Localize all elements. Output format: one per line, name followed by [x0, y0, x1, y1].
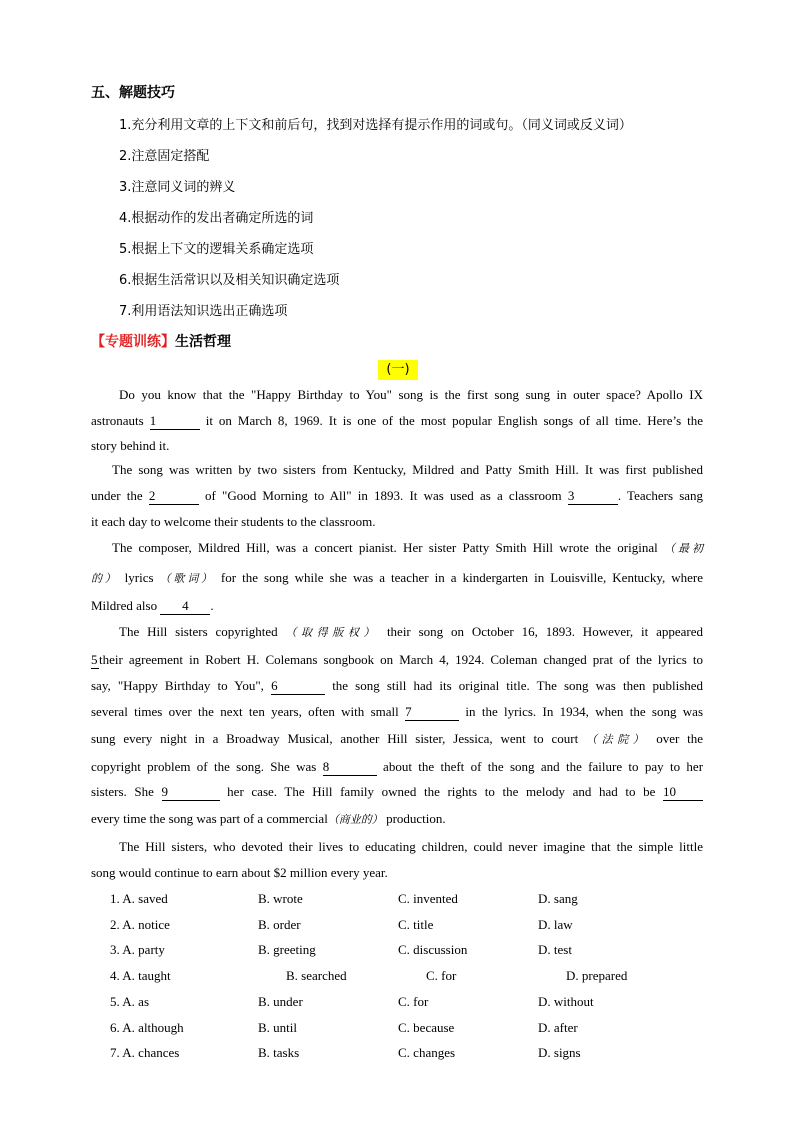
passage-line [91, 413, 703, 430]
option-c[interactable]: C. discussion [398, 942, 468, 957]
option-a[interactable]: 2. A. notice [110, 917, 170, 932]
option-a[interactable]: 1. A. saved [110, 891, 168, 906]
passage-line: The Hill sisters, who devoted their lives to educating children, could never imagine that the simple little [119, 839, 703, 854]
tip-5: 5.根据上下文的逻辑关系确定选项 [119, 242, 314, 257]
text-span: several times over the next ten years, often with small [91, 704, 399, 719]
text-span: their agreement in Robert H. Colemans songbook on March 4, 1924. Coleman changed prat of the lyrics to [99, 652, 703, 667]
text-span: copyright problem of the song. She was [91, 759, 317, 774]
option-d[interactable]: D. after [538, 1020, 578, 1035]
text-span: Mildred also [91, 598, 158, 613]
chinese-gloss: （取得版权） [285, 626, 380, 639]
passage-line [91, 598, 703, 615]
passage-line [112, 540, 703, 556]
option-b[interactable]: B. order [258, 917, 301, 932]
text-span: it on March 8, 1969. It is one of the most popular English songs of all time. Here’s the [205, 413, 704, 428]
option-a[interactable]: 5. A. as [110, 994, 149, 1009]
tip-3: 3.注意同义词的辨义 [119, 180, 236, 195]
option-d[interactable]: D. without [538, 994, 594, 1009]
option-b[interactable]: B. tasks [258, 1045, 300, 1060]
option-d[interactable]: D. law [538, 917, 573, 932]
option-c[interactable]: C. because [398, 1020, 455, 1035]
passage-line: Do you know that the "Happy Birthday to You" song is the first song sung in outer space? Apollo IX [119, 387, 703, 402]
tip-7: 7.利用语法知识选出正确选项 [119, 304, 288, 319]
text-span: the song still had its original title. The song was then published [332, 678, 704, 693]
option-d[interactable]: D. signs [538, 1045, 581, 1060]
option-row-1 [0, 891, 794, 911]
option-row-3 [0, 942, 794, 962]
text-span: for the song while she was a teacher in a kindergarten in Louisville, Kentucky, where [220, 570, 704, 585]
option-b[interactable]: B. greeting [258, 942, 316, 957]
text-span: The composer, Mildred Hill, was a concert pianist. Her sister Patty Smith Hill wrote the original [112, 540, 658, 555]
option-c[interactable]: C. changes [398, 1045, 456, 1060]
passage-line: The song was written by two sisters from Kentucky, Mildred and Patty Smith Hill. It was first published [112, 462, 703, 477]
option-c[interactable]: C. for [426, 968, 457, 983]
option-b[interactable]: B. searched [286, 968, 347, 983]
option-row-7 [0, 1045, 794, 1065]
option-row-2 [0, 917, 794, 937]
option-a[interactable]: 7. A. chances [110, 1045, 180, 1060]
tip-6: 6.根据生活常识以及相关知识确定选项 [119, 273, 340, 288]
text-span: their song on October 16, 1893. However, it appeared [386, 624, 704, 639]
text-span: production. [386, 811, 446, 826]
blank-5[interactable]: 5 [91, 652, 98, 667]
text-span: sisters. She [91, 784, 154, 799]
option-b[interactable]: B. under [258, 994, 303, 1009]
blank-8[interactable]: 8 [323, 759, 377, 776]
chinese-gloss: （法院） [586, 733, 649, 746]
blank-10[interactable]: 10 [663, 784, 703, 801]
option-a[interactable]: 3. A. party [110, 942, 165, 957]
text-span: in the lyrics. In 1934, when the song was [465, 704, 704, 719]
tip-4: 4.根据动作的发出者确定所选的词 [119, 211, 314, 226]
passage-line [91, 570, 703, 586]
option-a[interactable]: 4. A. taught [110, 968, 171, 983]
text-span: The Hill sisters copyrighted [119, 624, 278, 639]
text-span: of "Good Morning to All" in 1893. It was used as a classroom [205, 488, 562, 503]
text-span: under the [91, 488, 143, 503]
option-c[interactable]: C. title [398, 917, 434, 932]
blank-6[interactable]: 6 [271, 678, 325, 695]
chinese-gloss: （歌词） [159, 572, 215, 585]
tip-2: 2.注意固定搭配 [119, 149, 210, 164]
training-tag: 【专题训练】 [91, 334, 175, 350]
passage-line [91, 488, 703, 505]
blank-9[interactable]: 9 [162, 784, 220, 801]
chinese-gloss: 的） [91, 572, 119, 585]
option-c[interactable]: C. invented [398, 891, 458, 906]
text-span: say, "Happy Birthday to You", [91, 678, 264, 693]
text-span: over the [656, 731, 704, 746]
option-d[interactable]: D. test [538, 942, 572, 957]
passage-line [91, 784, 703, 801]
passage-number: (一) [378, 360, 418, 380]
passage-line [91, 704, 703, 721]
passage-line [119, 624, 703, 640]
option-d[interactable]: D. prepared [566, 968, 628, 983]
tip-1: 1.充分利用文章的上下文和前后句，找到对选择有提示作用的词或句。（同义词或反义词） [119, 118, 632, 133]
option-row-6 [0, 1020, 794, 1040]
text-span: lyrics [124, 570, 154, 585]
option-a[interactable]: 6. A. although [110, 1020, 184, 1035]
text-span: sung every night in a Broadway Musical, another Hill sister, Jessica, went to court [91, 731, 579, 746]
passage-line: it each day to welcome their students to the classroom. [91, 514, 376, 529]
training-header [91, 331, 231, 351]
blank-4[interactable]: 4 [160, 598, 210, 615]
blank-1[interactable]: 1 [150, 413, 200, 430]
text-span: every time the song was part of a commercial [91, 811, 328, 826]
option-b[interactable]: B. until [258, 1020, 298, 1035]
text-span: her case. The Hill family owned the rights to the melody and had to be [227, 784, 656, 799]
option-row-5 [0, 994, 794, 1014]
passage-line [91, 652, 703, 669]
blank-3[interactable]: 3 [568, 488, 618, 505]
passage-line [91, 678, 703, 695]
passage-line [91, 731, 703, 747]
passage-line: song would continue to earn about $2 million every year. [91, 865, 388, 880]
section-title: 五、解题技巧 [91, 85, 175, 101]
chinese-gloss: （商业的） [327, 813, 383, 826]
passage-line [91, 759, 703, 776]
passage-line [91, 811, 703, 827]
passage-line: story behind it. [91, 438, 170, 453]
training-topic: 生活哲理 [175, 334, 231, 350]
option-c[interactable]: C. for [398, 994, 429, 1009]
chinese-gloss: （最初 [663, 542, 703, 555]
text-span: . Teachers sang [617, 488, 704, 503]
text-span: about the theft of the song and the failure to pay to her [383, 759, 704, 774]
option-b[interactable]: B. wrote [258, 891, 303, 906]
blank-7[interactable]: 7 [405, 704, 459, 721]
text-span: . [210, 598, 214, 613]
option-row-4 [0, 968, 794, 988]
blank-2[interactable]: 2 [149, 488, 199, 505]
text-span: astronauts [91, 413, 144, 428]
option-d[interactable]: D. sang [538, 891, 578, 906]
